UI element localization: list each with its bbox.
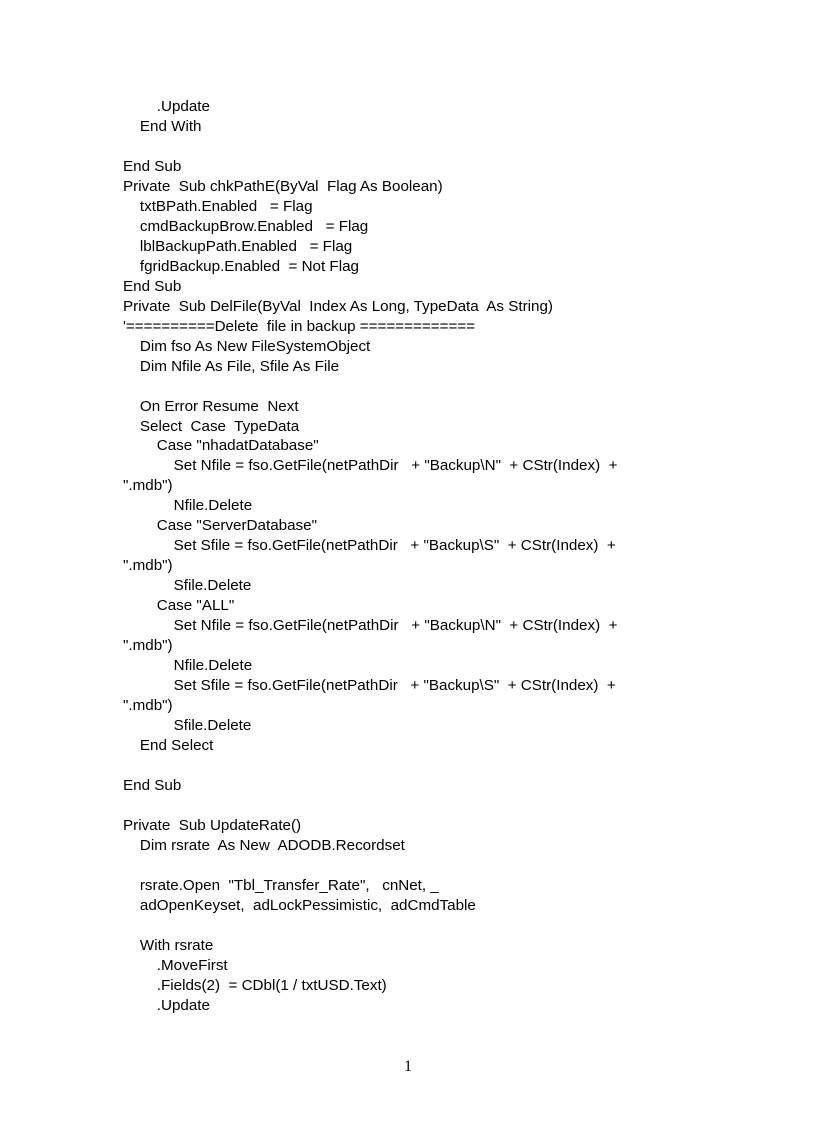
code-line: End Sub [123,776,182,794]
code-line: fgridBackup.Enabled = Not Flag [123,257,359,275]
code-listing [123,97,703,1016]
code-line: Dim fso As New FileSystemObject [123,337,371,355]
code-line: .Update [123,996,210,1014]
code-line: Case "ALL" [123,597,235,615]
code-line [123,856,703,876]
code-line: Nfile.Delete [123,497,253,515]
code-line: Select Case TypeData [123,417,300,435]
code-line: rsrate.Open "Tbl_Transfer_Rate", cnNet, _ [123,876,439,894]
code-line [123,796,703,816]
code-line: Dim rsrate As New ADODB.Recordset [123,836,405,854]
code-line: '==========Delete file in backup ============= [123,317,476,335]
code-line: .MoveFirst [123,956,228,974]
code-line: .Fields(2) = CDbl(1 / txtUSD.Text) [123,976,387,994]
code-line [123,137,703,157]
code-line: End Sub [123,157,182,175]
code-line: End Sub [123,277,182,295]
code-line: txtBPath.Enabled = Flag [123,197,313,215]
code-line: ".mdb") [123,637,173,655]
code-line: Sfile.Delete [123,717,252,735]
code-line: adOpenKeyset, adLockPessimistic, adCmdTable [123,896,476,914]
page-number: 1 [404,1058,412,1075]
code-line: Case "nhadatDatabase" [123,437,319,455]
code-line: Set Sfile = fso.GetFile(netPathDir + "Backup\S" + CStr(Index) + [123,537,616,555]
code-line: Private Sub chkPathE(ByVal Flag As Boolean) [123,177,443,195]
code-line: ".mdb") [123,697,173,715]
code-line: Case "ServerDatabase" [123,517,317,535]
code-line: End Select [123,737,214,754]
code-line: Dim Nfile As File, Sfile As File [123,357,340,375]
code-line: lblBackupPath.Enabled = Flag [123,237,353,255]
code-line: Set Nfile = fso.GetFile(netPathDir + "Backup\N" + CStr(Index) + [123,457,618,475]
code-line: cmdBackupBrow.Enabled = Flag [123,217,369,235]
code-line: Private Sub UpdateRate() [123,816,302,834]
code-line: Nfile.Delete [123,657,253,675]
code-line: Set Nfile = fso.GetFile(netPathDir + "Backup\N" + CStr(Index) + [123,617,618,635]
code-line: With rsrate [123,936,214,954]
code-line: On Error Resume Next [123,397,299,415]
code-line [123,377,703,397]
code-line [123,916,703,936]
code-line: Sfile.Delete [123,577,252,595]
code-line: Private Sub DelFile(ByVal Index As Long, TypeData As String) [123,297,553,315]
code-line: .Update [123,98,210,115]
code-line: End With [123,117,202,135]
code-line: ".mdb") [123,477,173,495]
code-line [123,756,703,776]
code-line: Set Sfile = fso.GetFile(netPathDir + "Backup\S" + CStr(Index) + [123,677,616,695]
code-line: ".mdb") [123,557,173,575]
